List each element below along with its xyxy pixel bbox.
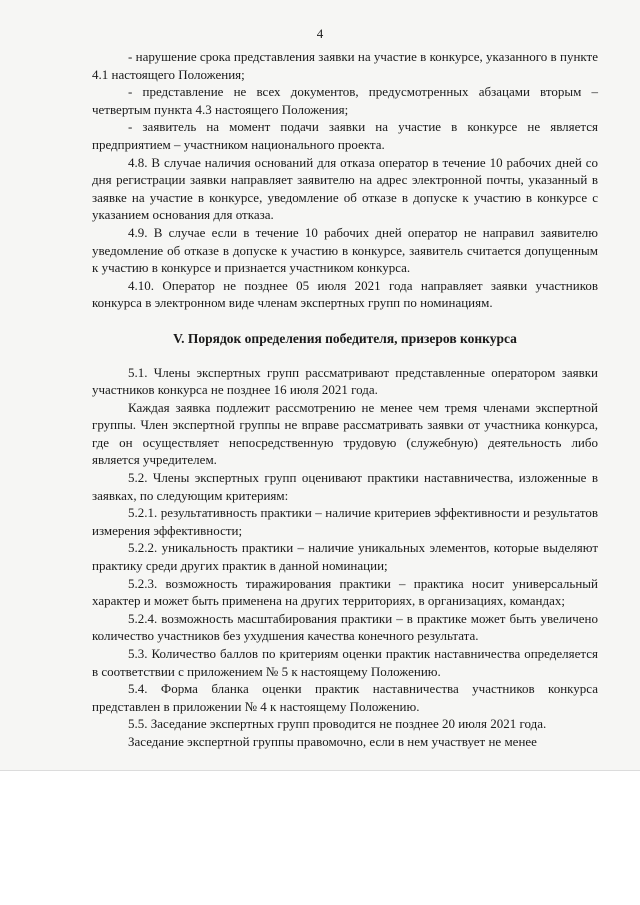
paragraph-review-rules: Каждая заявка подлежит рассмотрению не менее чем тремя членами экспертной группы. Член экспертной группы не вправе рассматривать заявки от участника конкурса, где он осуществляет непосредственную трудовую (служебную) деятельность либо является учредителем. — [92, 399, 598, 468]
paragraph-4-10: 4.10. Оператор не позднее 05 июля 2021 года направляет заявки участников конкурса в электронном виде членам экспертных групп по номинациям. — [92, 277, 598, 311]
paragraph-exclusion-not-participant: - заявитель на момент подачи заявки на участие в конкурсе не является предприятием – участником национального проекта. — [92, 119, 598, 152]
paragraph-5-2-1: 5.2.1. результативность практики – наличие критериев эффективности и результатов измерения эффективности; — [92, 505, 598, 538]
document-body — [92, 48, 598, 751]
paragraph-4-8: 4.8. В случае наличия оснований для отказа оператор в течение 10 рабочих дней со дня регистрации заявки направляет заявителю на адрес электронной почты, указанный в заявке на участие в конкурсе, уведомление об отказе в допуске к участию в конкурсе с указанием основания для отказа. — [92, 154, 598, 223]
paragraph-quorum: Заседание экспертной группы правомочно, если в нем участвует не менее — [128, 733, 537, 749]
paragraph-5-2-4: 5.2.4. возможность масштабирования практики – в практике может быть увеличено количество участников без ухудшения качества конечного результата. — [92, 610, 598, 644]
paragraph-5-5: 5.5. Заседание экспертных групп проводится не позднее 20 июля 2021 года. — [128, 716, 547, 732]
paragraph-exclusion-deadline: - нарушение срока представления заявки на участие в конкурсе, указанного в пункте 4.1 настоящего Положения; — [92, 49, 598, 82]
paragraph-5-2-3: 5.2.3. возможность тиражирования практики – практика носит универсальный характер и может быть применена на других территориях, в организациях, командах; — [92, 575, 598, 609]
page-number: 4 — [316, 26, 324, 41]
section-heading: V. Порядок определения победителя, призеров конкурса — [173, 330, 517, 346]
paragraph-4-9: 4.9. В случае если в течение 10 рабочих дней оператор не направил заявителю уведомление об отказе в допуске к участию в конкурсе, заявитель считается допущенным к участию в конкурсе и признается участником конкурса. — [92, 224, 598, 276]
paragraph-exclusion-documents: - представление не всех документов, предусмотренных абзацами вторым – четвертым пункта 4.3 настоящего Положения; — [92, 84, 598, 117]
paragraph-5-2-2: 5.2.2. уникальность практики – наличие уникальных элементов, которые выделяют практику среди других практик в данной номинации; — [92, 540, 598, 574]
paragraph-5-3: 5.3. Количество баллов по критериям оценки практик наставничества определяется в соответствии с приложением № 5 к настоящему Положению. — [92, 646, 598, 679]
paragraph-5-2: 5.2. Члены экспертных групп оценивают практики наставничества, изложенные в заявках, по следующим критериям: — [92, 470, 598, 503]
paragraph-5-4: 5.4. Форма бланка оценки практик наставничества участников конкурса представлен в приложении № 4 к настоящему Положению. — [92, 681, 598, 714]
paragraph-5-1: 5.1. Члены экспертных групп рассматривают представленные оператором заявки участников конкурса не позднее 16 июля 2021 года. — [92, 364, 598, 398]
